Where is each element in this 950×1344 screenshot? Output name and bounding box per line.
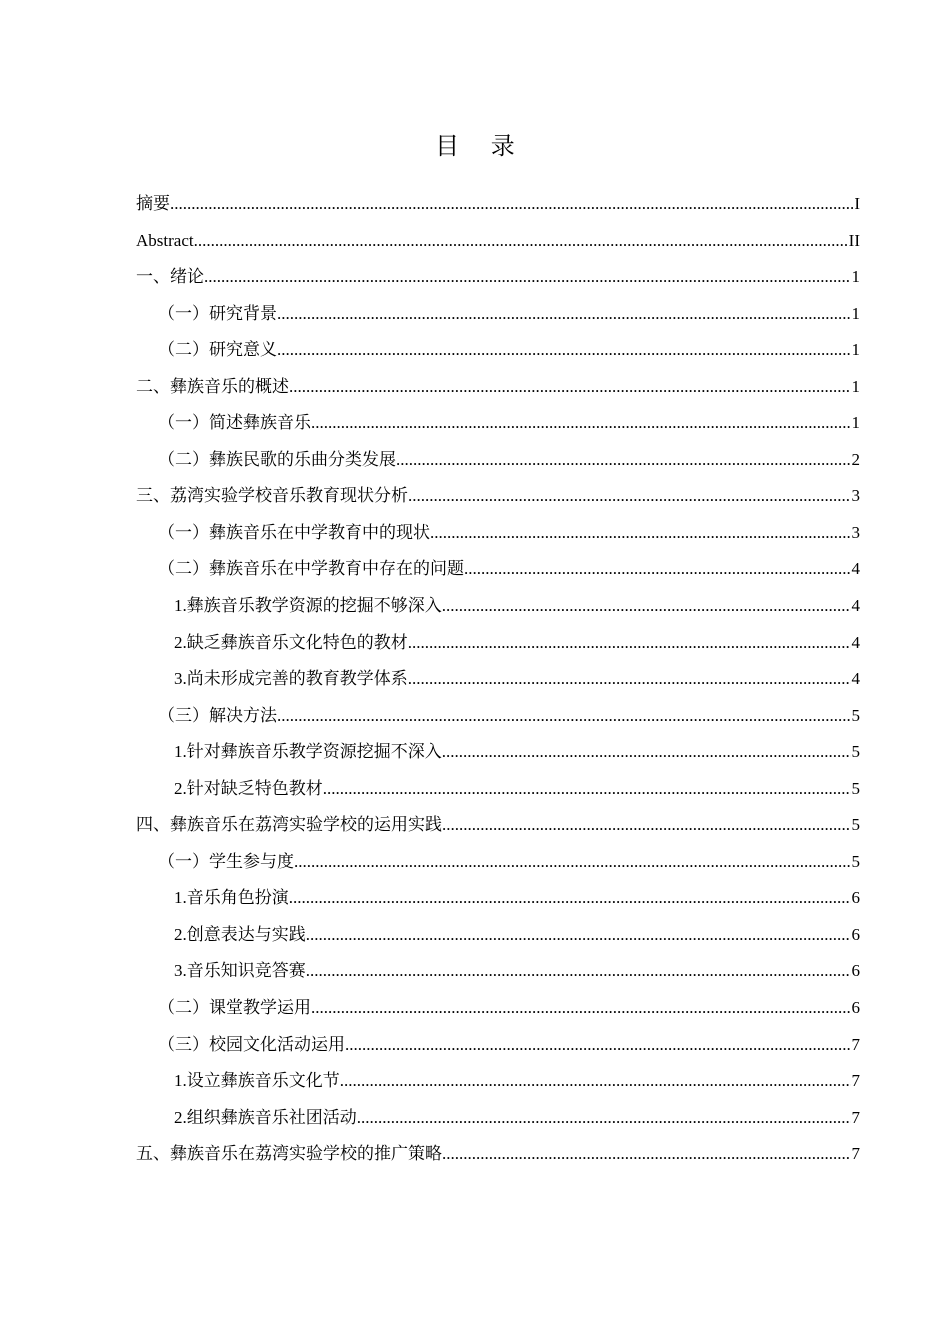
dot-leader (345, 1027, 851, 1064)
dot-leader (306, 917, 851, 954)
dot-leader (442, 807, 851, 844)
toc-entry[interactable] (136, 1027, 860, 1064)
toc-entry[interactable] (136, 515, 860, 552)
toc-entry[interactable] (136, 625, 860, 662)
toc-entry-label: 二、彝族音乐的概述 (136, 376, 289, 396)
toc-entry-label: （一）彝族音乐在中学教育中的现状 (158, 522, 430, 542)
dot-leader (306, 953, 851, 990)
toc-entry-page-number: 7 (851, 1071, 860, 1091)
toc-entry-page-number: 3 (851, 486, 860, 506)
toc-entry-page-number: 6 (851, 961, 860, 981)
dot-leader (289, 369, 851, 406)
toc-entry-page-number: 3 (851, 522, 860, 542)
dot-leader (289, 880, 851, 917)
toc-entry-page-number: 5 (851, 778, 860, 798)
toc-entry-page-number: 7 (851, 1034, 860, 1054)
toc-entry[interactable] (136, 734, 860, 771)
toc-entry-label: 1.针对彝族音乐教学资源挖掘不深入 (174, 742, 442, 762)
toc-entry-page-number: 4 (851, 669, 860, 689)
toc-entry-page-number: 7 (851, 1107, 860, 1127)
toc-entry-page-number: 5 (851, 705, 860, 725)
toc-entry[interactable] (136, 369, 860, 406)
dot-leader (442, 1136, 851, 1173)
toc-entry-label: 3.尚未形成完善的教育教学体系 (174, 669, 408, 689)
toc-entry-page-number: 1 (851, 340, 860, 360)
toc-entry-label: 四、彝族音乐在荔湾实验学校的运用实践 (136, 815, 442, 835)
toc-entry-page-number: 1 (851, 303, 860, 323)
toc-entry-page-number: 4 (851, 632, 860, 652)
dot-leader (204, 259, 851, 296)
toc-entry-label: Abstract (136, 230, 194, 250)
toc-entry[interactable] (136, 917, 860, 954)
toc-entry-page-number: 5 (851, 742, 860, 762)
toc-entry-page-number: 1 (851, 413, 860, 433)
toc-entry[interactable] (136, 588, 860, 625)
dot-leader (442, 734, 851, 771)
toc-entry-page-number: 7 (851, 1144, 860, 1164)
dot-leader (408, 661, 851, 698)
toc-entry-label: （一）简述彝族音乐 (158, 413, 311, 433)
page-title: 目 录 (435, 132, 527, 160)
dot-leader (311, 405, 851, 442)
dot-leader (277, 296, 851, 333)
toc-entry-label: 1.设立彝族音乐文化节 (174, 1071, 340, 1091)
toc-entry-label: （二）研究意义 (158, 340, 277, 360)
toc-entry-label: （一）研究背景 (158, 303, 277, 323)
dot-leader (194, 223, 848, 260)
toc-entry[interactable] (136, 186, 860, 223)
dot-leader (277, 698, 851, 735)
toc-entry[interactable] (136, 332, 860, 369)
toc-entry-page-number: 1 (851, 376, 860, 396)
dot-leader (442, 588, 851, 625)
toc-entry[interactable] (136, 442, 860, 479)
dot-leader (323, 771, 851, 808)
toc-entry-page-number: 6 (851, 998, 860, 1018)
dot-leader (357, 1100, 851, 1137)
toc-entry-label: 3.音乐知识竞答赛 (174, 961, 306, 981)
toc-entry-label: 一、绪论 (136, 267, 204, 287)
toc-entry[interactable] (136, 807, 860, 844)
toc-entry[interactable] (136, 698, 860, 735)
toc-entry[interactable] (136, 551, 860, 588)
dot-leader (430, 515, 851, 552)
toc-entry-label: 2.针对缺乏特色教材 (174, 778, 323, 798)
dot-leader (408, 478, 851, 515)
toc-entry[interactable] (136, 1100, 860, 1137)
toc-entry-label: 1.音乐角色扮演 (174, 888, 289, 908)
toc-entry-page-number: II (848, 230, 860, 250)
dot-leader (294, 844, 851, 881)
toc-entry-page-number: 4 (851, 596, 860, 616)
toc-entry-label: （三）解决方法 (158, 705, 277, 725)
toc-entry-page-number: 1 (851, 267, 860, 287)
toc-entry[interactable] (136, 1136, 860, 1173)
toc-entry[interactable] (136, 223, 860, 260)
table-of-contents (136, 186, 860, 1173)
toc-entry-label: 五、彝族音乐在荔湾实验学校的推广策略 (136, 1144, 442, 1164)
toc-entry-page-number: 4 (851, 559, 860, 579)
toc-entry-label: 摘要 (136, 194, 170, 213)
toc-entry[interactable] (136, 844, 860, 881)
toc-entry-page-number: 5 (851, 815, 860, 835)
toc-entry-label: 2.创意表达与实践 (174, 924, 306, 944)
dot-leader (277, 332, 851, 369)
dot-leader (396, 442, 851, 479)
toc-entry[interactable] (136, 259, 860, 296)
toc-entry[interactable] (136, 661, 860, 698)
toc-entry-page-number: 6 (851, 924, 860, 944)
toc-entry-label: 三、荔湾实验学校音乐教育现状分析 (136, 486, 408, 506)
toc-entry[interactable] (136, 953, 860, 990)
dot-leader (311, 990, 851, 1027)
dot-leader (464, 551, 851, 588)
toc-entry-page-number: I (854, 194, 860, 213)
toc-entry[interactable] (136, 880, 860, 917)
toc-entry-label: （二）彝族音乐在中学教育中存在的问题 (158, 559, 464, 579)
toc-entry-page-number: 2 (851, 449, 860, 469)
toc-entry-label: （三）校园文化活动运用 (158, 1034, 345, 1054)
toc-entry-label: 1.彝族音乐教学资源的挖掘不够深入 (174, 596, 442, 616)
toc-entry-label: （二）彝族民歌的乐曲分类发展 (158, 449, 396, 469)
toc-entry-label: 2.组织彝族音乐社团活动 (174, 1107, 357, 1127)
toc-entry-label: （二）课堂教学运用 (158, 998, 311, 1018)
dot-leader (340, 1063, 851, 1100)
dot-leader (408, 625, 851, 662)
toc-entry-label: （一）学生参与度 (158, 851, 294, 871)
dot-leader (170, 186, 853, 223)
toc-entry[interactable] (136, 990, 860, 1027)
toc-entry[interactable] (136, 296, 860, 333)
toc-entry[interactable] (136, 1063, 860, 1100)
toc-entry-label: 2.缺乏彝族音乐文化特色的教材 (174, 632, 408, 652)
toc-entry-page-number: 5 (851, 851, 860, 871)
toc-entry-page-number: 6 (851, 888, 860, 908)
toc-entry[interactable] (136, 405, 860, 442)
toc-entry[interactable] (136, 771, 860, 808)
toc-entry[interactable] (136, 478, 860, 515)
